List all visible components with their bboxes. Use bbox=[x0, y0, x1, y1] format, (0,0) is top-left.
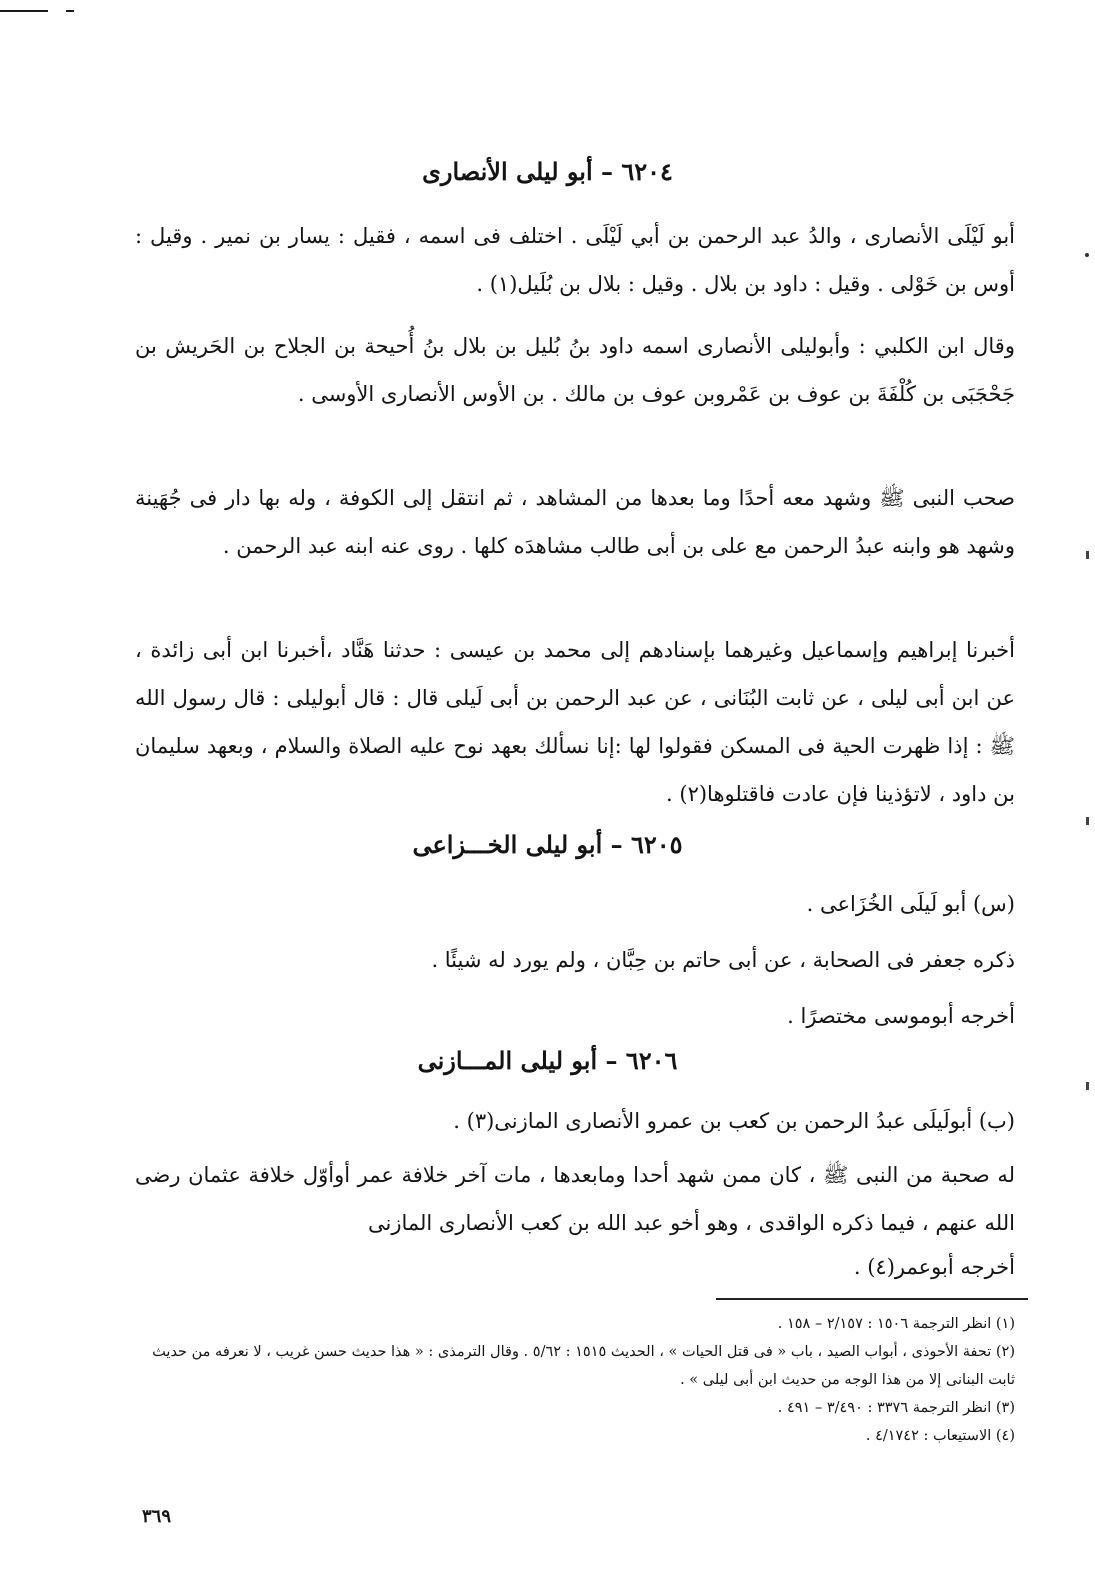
margin-speck bbox=[1086, 1082, 1089, 1090]
entry-title-6205: ٦٢٠٥ – أبو ليلى الخـــزاعى bbox=[412, 830, 683, 859]
entry-title-6206: ٦٢٠٦ – أبو ليلى المـــازنى bbox=[417, 1046, 678, 1075]
entry-6204-paragraph-4: أخبرنا إبراهيم وإسماعيل وغيرهما بإسنادهم إلى محمد بن عيسى : حدثنا هَنَّاد ،أخبرنا ابن أبى زائدة ، عن ابن أبى ليلى ، عن ثابت البُنَانى ، عن عبد الرحمن بن أبى لَيلى قال : قال أبوليلى : قال رسول الله ﷺ : إذا ظهرت الحية فى المسكن فقولوا لها :إنا نسألك بعهد نوح عليه الصلاة والسلام ، وبعهد سليمان بن داود ، لاتؤذينا فإن عادت فاقتلوها(٢) . bbox=[135, 638, 1015, 806]
entry-6205-paragraph-3: أخرجه أبوموسى مختصرًا . bbox=[787, 1004, 1015, 1028]
entry-6204-paragraph-1: أبو لَيْلَى الأنصارى ، والدُ عبد الرحمن بن أبي لَيْلَى . اختلف فى اسمه ، فقيل : يسار بن نمير . وقيل : أوس بن خَوْلى . وقيل : داود بن بلال . وقيل : بلال بن بُلَيل(١) . bbox=[135, 224, 1015, 296]
entry-6204-paragraph-3: صحب النبى ﷺ وشهد معه أحدًا وما بعدها من المشاهد ، ثم انتقل إلى الكوفة ، وله بها دار فى جُهَينة وشهد هو وابنه عبدُ الرحمن مع على بن أبى طالب مشاهدَه كلها . روى عنه ابنه عبد الرحمن . bbox=[135, 486, 1015, 558]
margin-speck bbox=[1086, 551, 1089, 559]
corner-rule-left bbox=[0, 10, 48, 12]
margin-speck bbox=[1086, 817, 1089, 825]
entry-6205-paragraph-2: ذكره جعفر فى الصحابة ، عن أبى حاتم بن حِبَّان ، ولم يورد له شيئًا . bbox=[431, 948, 1015, 972]
footnote-1: (١) انظر الترجمة ١٥٠٦ : ٢/١٥٧ – ١٥٨ . bbox=[777, 1316, 1015, 1332]
footnote-4: (٤) الاستيعاب : ٤/١٧٤٢ . bbox=[865, 1428, 1015, 1444]
page-number: ٣٦٩ bbox=[142, 1506, 172, 1527]
entry-6206-paragraph-3: أخرجه أبوعمر(٤) . bbox=[853, 1255, 1015, 1279]
footnote-2: (٢) تحفة الأحوذى ، أبواب الصيد ، باب « فى قتل الحيات » ، الحديث ١٥١٥ : ٥/٦٢ . وقال الترمذى : « هذا حديث حسن غريب ، لا نعرفه من حديث ثابت البنانى إلا من هذا الوجه من حديث ابن أبى ليلى » . bbox=[152, 1344, 1015, 1388]
corner-rule-mark bbox=[66, 10, 74, 12]
entry-6206-paragraph-2: له صحبة من النبى ﷺ ، كان ممن شهد أحدا ومابعدها ، مات آخر خلافة عمر أوأوّل خلافة عثمان رضى الله عنهم ، فيما ذكره الواقدى ، وهو أخو عبد الله بن كعب الأنصارى المازنى bbox=[135, 1163, 1015, 1235]
margin-speck bbox=[1085, 253, 1089, 257]
footnote-3: (٣) انظر الترجمة ٣٣٧٦ : ٣/٤٩٠ – ٤٩١ . bbox=[777, 1400, 1015, 1416]
entry-title-6204: ٦٢٠٤ – أبو ليلى الأنصارى bbox=[422, 157, 673, 186]
footnotes bbox=[130, 1310, 1015, 1450]
entry-6204-paragraph-2: وقال ابن الكلبي : وأبوليلى الأنصارى اسمه داود بنُ بُليل بن بلال بنُ أُحيحة بن الجلاح بن الحَريش بن جَحْجَبَى بن كُلْفَةَ بن عوف بن عَمْروبن عوف بن مالك . بن الأوس الأنصارى الأوسى . bbox=[135, 334, 1015, 406]
entry-6205-paragraph-1: (س) أبو لَيلَى الخُزَاعى . bbox=[806, 892, 1015, 916]
entry-6206-paragraph-1: (ب) أبولَيلَى عبدُ الرحمن بن كعب بن عمرو الأنصارى المازنى(٣) . bbox=[453, 1109, 1015, 1133]
footnote-separator bbox=[716, 1298, 1028, 1300]
